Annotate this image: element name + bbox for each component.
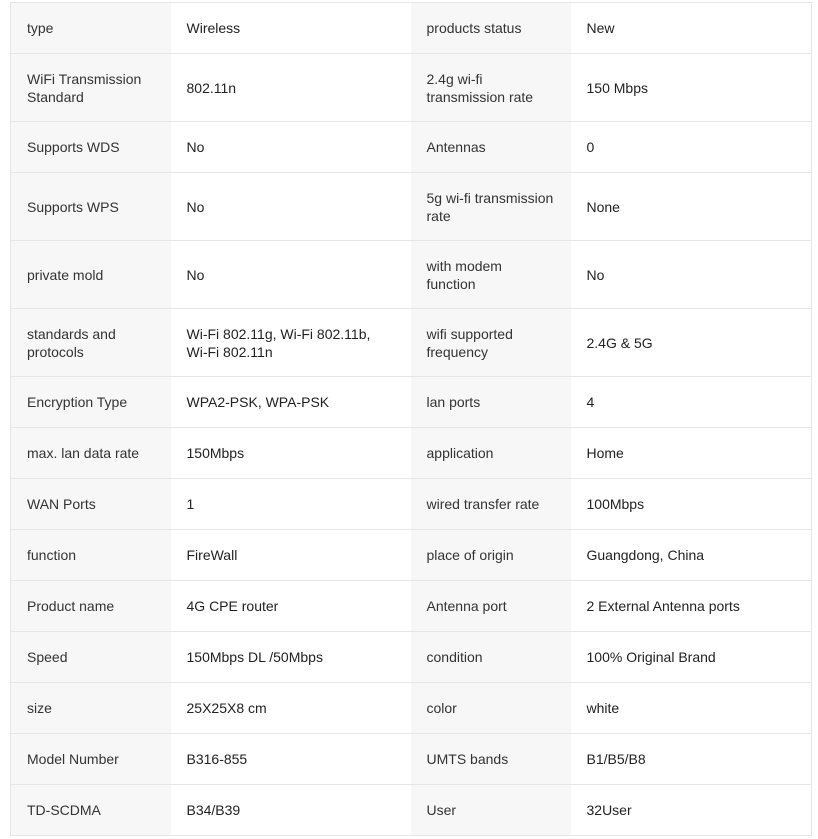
spec-value: 2.4G & 5G	[571, 309, 812, 377]
spec-value: New	[571, 3, 812, 54]
spec-label: 5g wi-fi transmission rate	[411, 173, 571, 241]
spec-label: application	[411, 428, 571, 479]
spec-value: Guangdong, China	[571, 530, 812, 581]
spec-label: place of origin	[411, 530, 571, 581]
spec-value: FireWall	[171, 530, 411, 581]
spec-value: B316-855	[171, 734, 411, 785]
spec-label: Supports WPS	[11, 173, 171, 241]
product-spec-table	[10, 2, 812, 836]
table-row	[11, 428, 812, 479]
table-row	[11, 632, 812, 683]
spec-value: 100% Original Brand	[571, 632, 812, 683]
spec-value: 150Mbps DL /50Mbps	[171, 632, 411, 683]
table-row	[11, 683, 812, 734]
spec-value: 2 External Antenna ports	[571, 581, 812, 632]
table-row	[11, 530, 812, 581]
spec-value: 150Mbps	[171, 428, 411, 479]
spec-value: 25X25X8 cm	[171, 683, 411, 734]
spec-value: No	[171, 241, 411, 309]
spec-value: Wi-Fi 802.11g, Wi-Fi 802.11b, Wi-Fi 802.11n	[171, 309, 411, 377]
spec-label: type	[11, 3, 171, 54]
spec-label: size	[11, 683, 171, 734]
table-row	[11, 54, 812, 122]
table-row	[11, 122, 812, 173]
spec-label: TD-SCDMA	[11, 785, 171, 836]
spec-label: Supports WDS	[11, 122, 171, 173]
spec-value: None	[571, 173, 812, 241]
spec-value: Home	[571, 428, 812, 479]
spec-value: 4G CPE router	[171, 581, 411, 632]
spec-label: private mold	[11, 241, 171, 309]
spec-label: max. lan data rate	[11, 428, 171, 479]
spec-label: UMTS bands	[411, 734, 571, 785]
spec-value: B1/B5/B8	[571, 734, 812, 785]
table-row	[11, 241, 812, 309]
spec-label: Product name	[11, 581, 171, 632]
spec-label: lan ports	[411, 377, 571, 428]
table-row	[11, 309, 812, 377]
table-row	[11, 377, 812, 428]
spec-value: 1	[171, 479, 411, 530]
spec-value: 0	[571, 122, 812, 173]
table-row	[11, 581, 812, 632]
spec-label: WAN Ports	[11, 479, 171, 530]
spec-label: WiFi Transmission Standard	[11, 54, 171, 122]
table-row	[11, 785, 812, 836]
spec-value: 802.11n	[171, 54, 411, 122]
table-row	[11, 3, 812, 54]
spec-value: 32User	[571, 785, 812, 836]
spec-label: User	[411, 785, 571, 836]
spec-label: Antennas	[411, 122, 571, 173]
spec-value: 100Mbps	[571, 479, 812, 530]
table-row	[11, 734, 812, 785]
spec-label: Encryption Type	[11, 377, 171, 428]
spec-value: B34/B39	[171, 785, 411, 836]
spec-value: No	[171, 122, 411, 173]
spec-label: Antenna port	[411, 581, 571, 632]
spec-label: wired transfer rate	[411, 479, 571, 530]
spec-label: function	[11, 530, 171, 581]
spec-label: with modem function	[411, 241, 571, 309]
spec-label: products status	[411, 3, 571, 54]
spec-label: color	[411, 683, 571, 734]
table-row	[11, 173, 812, 241]
spec-value: 150 Mbps	[571, 54, 812, 122]
spec-label: condition	[411, 632, 571, 683]
spec-value: 4	[571, 377, 812, 428]
spec-value: white	[571, 683, 812, 734]
spec-label: 2.4g wi-fi transmission rate	[411, 54, 571, 122]
spec-value: No	[571, 241, 812, 309]
spec-value: No	[171, 173, 411, 241]
spec-label: wifi supported frequency	[411, 309, 571, 377]
spec-value: WPA2-PSK, WPA-PSK	[171, 377, 411, 428]
spec-label: Model Number	[11, 734, 171, 785]
table-row	[11, 479, 812, 530]
spec-label: Speed	[11, 632, 171, 683]
spec-value: Wireless	[171, 3, 411, 54]
spec-label: standards and protocols	[11, 309, 171, 377]
